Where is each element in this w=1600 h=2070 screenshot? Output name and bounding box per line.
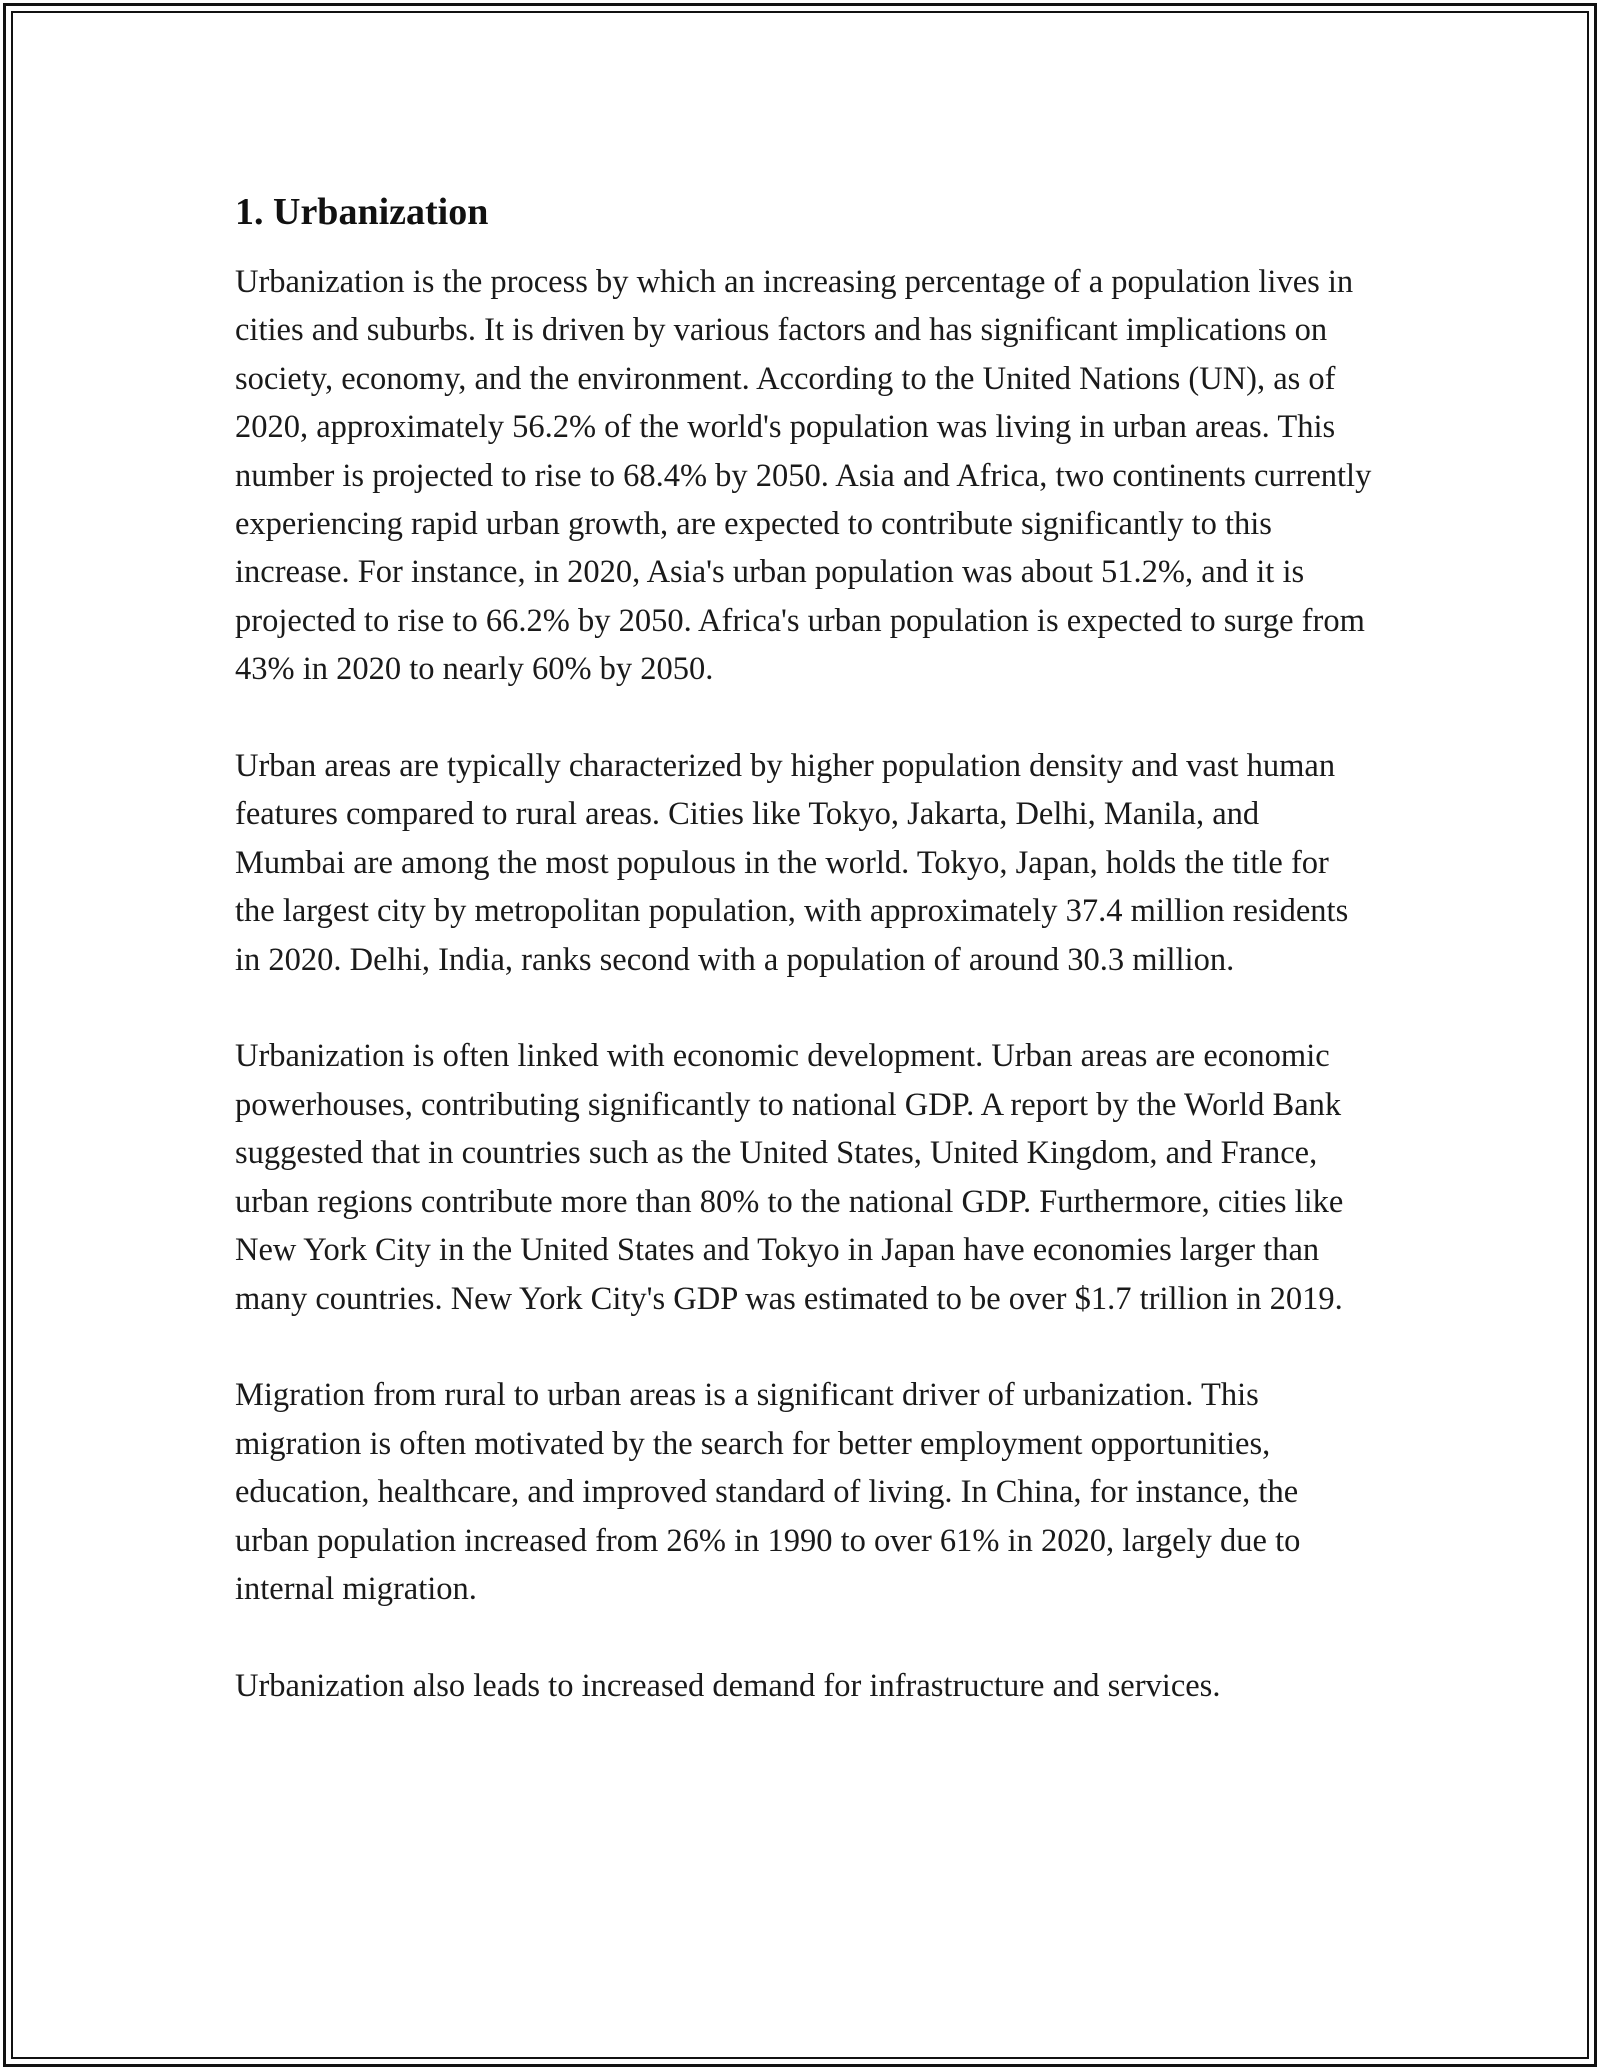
- paragraph-economic-development: Urbanization is often linked with economic development. Urban areas are economic powerhouses, contributing significantly to national GDP. A report by the World Bank suggested that in countries such as the United States, United Kingdom, and France, urban regions contribute more than 80% to the national GDP. Furthermore, cities like New York City in the United States and Tokyo in Japan have economies larger than many countries. New York City's GDP was estimated to be over $1.7 trillion in 2019.: [235, 1038, 1344, 1317]
- paragraph-intro: Urbanization is the process by which an increasing percentage of a population lives in cities and suburbs. It is driven by various factors and has significant implications on society, economy, and the environment. According to the United Nations (UN), as of 2020, approximately 56.2% of the world's population was living in urban areas. This number is projected to rise to 68.4% by 2050. Asia and Africa, two continents currently experiencing rapid urban growth, are expected to contribute significantly to this increase. For instance, in 2020, Asia's urban population was about 51.2%, and it is projected to rise to 66.2% by 2050. Africa's urban population is expected to surge from 43% in 2020 to nearly 60% by 2050.: [235, 264, 1372, 688]
- paragraph-urban-areas: Urban areas are typically characterized by higher population density and vast human features compared to rural areas. Cities like Tokyo, Jakarta, Delhi, Manila, and Mumbai are among the most populous in the world. Tokyo, Japan, holds the title for the largest city by metropolitan population, with approximately 37.4 million residents in 2020. Delhi, India, ranks second with a population of around 30.3 million.: [235, 748, 1349, 978]
- section-heading: 1. Urbanization: [235, 191, 489, 233]
- paragraph-migration: Migration from rural to urban areas is a significant driver of urbanization. This migration is often motivated by the search for better employment opportunities, education, healthcare, and improved standard of living. In China, for instance, the urban population increased from 26% in 1990 to over 61% in 2020, largely due to internal migration.: [235, 1377, 1301, 1607]
- document-body: [235, 186, 1375, 1710]
- paragraph-infrastructure: Urbanization also leads to increased demand for infrastructure and services.: [235, 1667, 1221, 1704]
